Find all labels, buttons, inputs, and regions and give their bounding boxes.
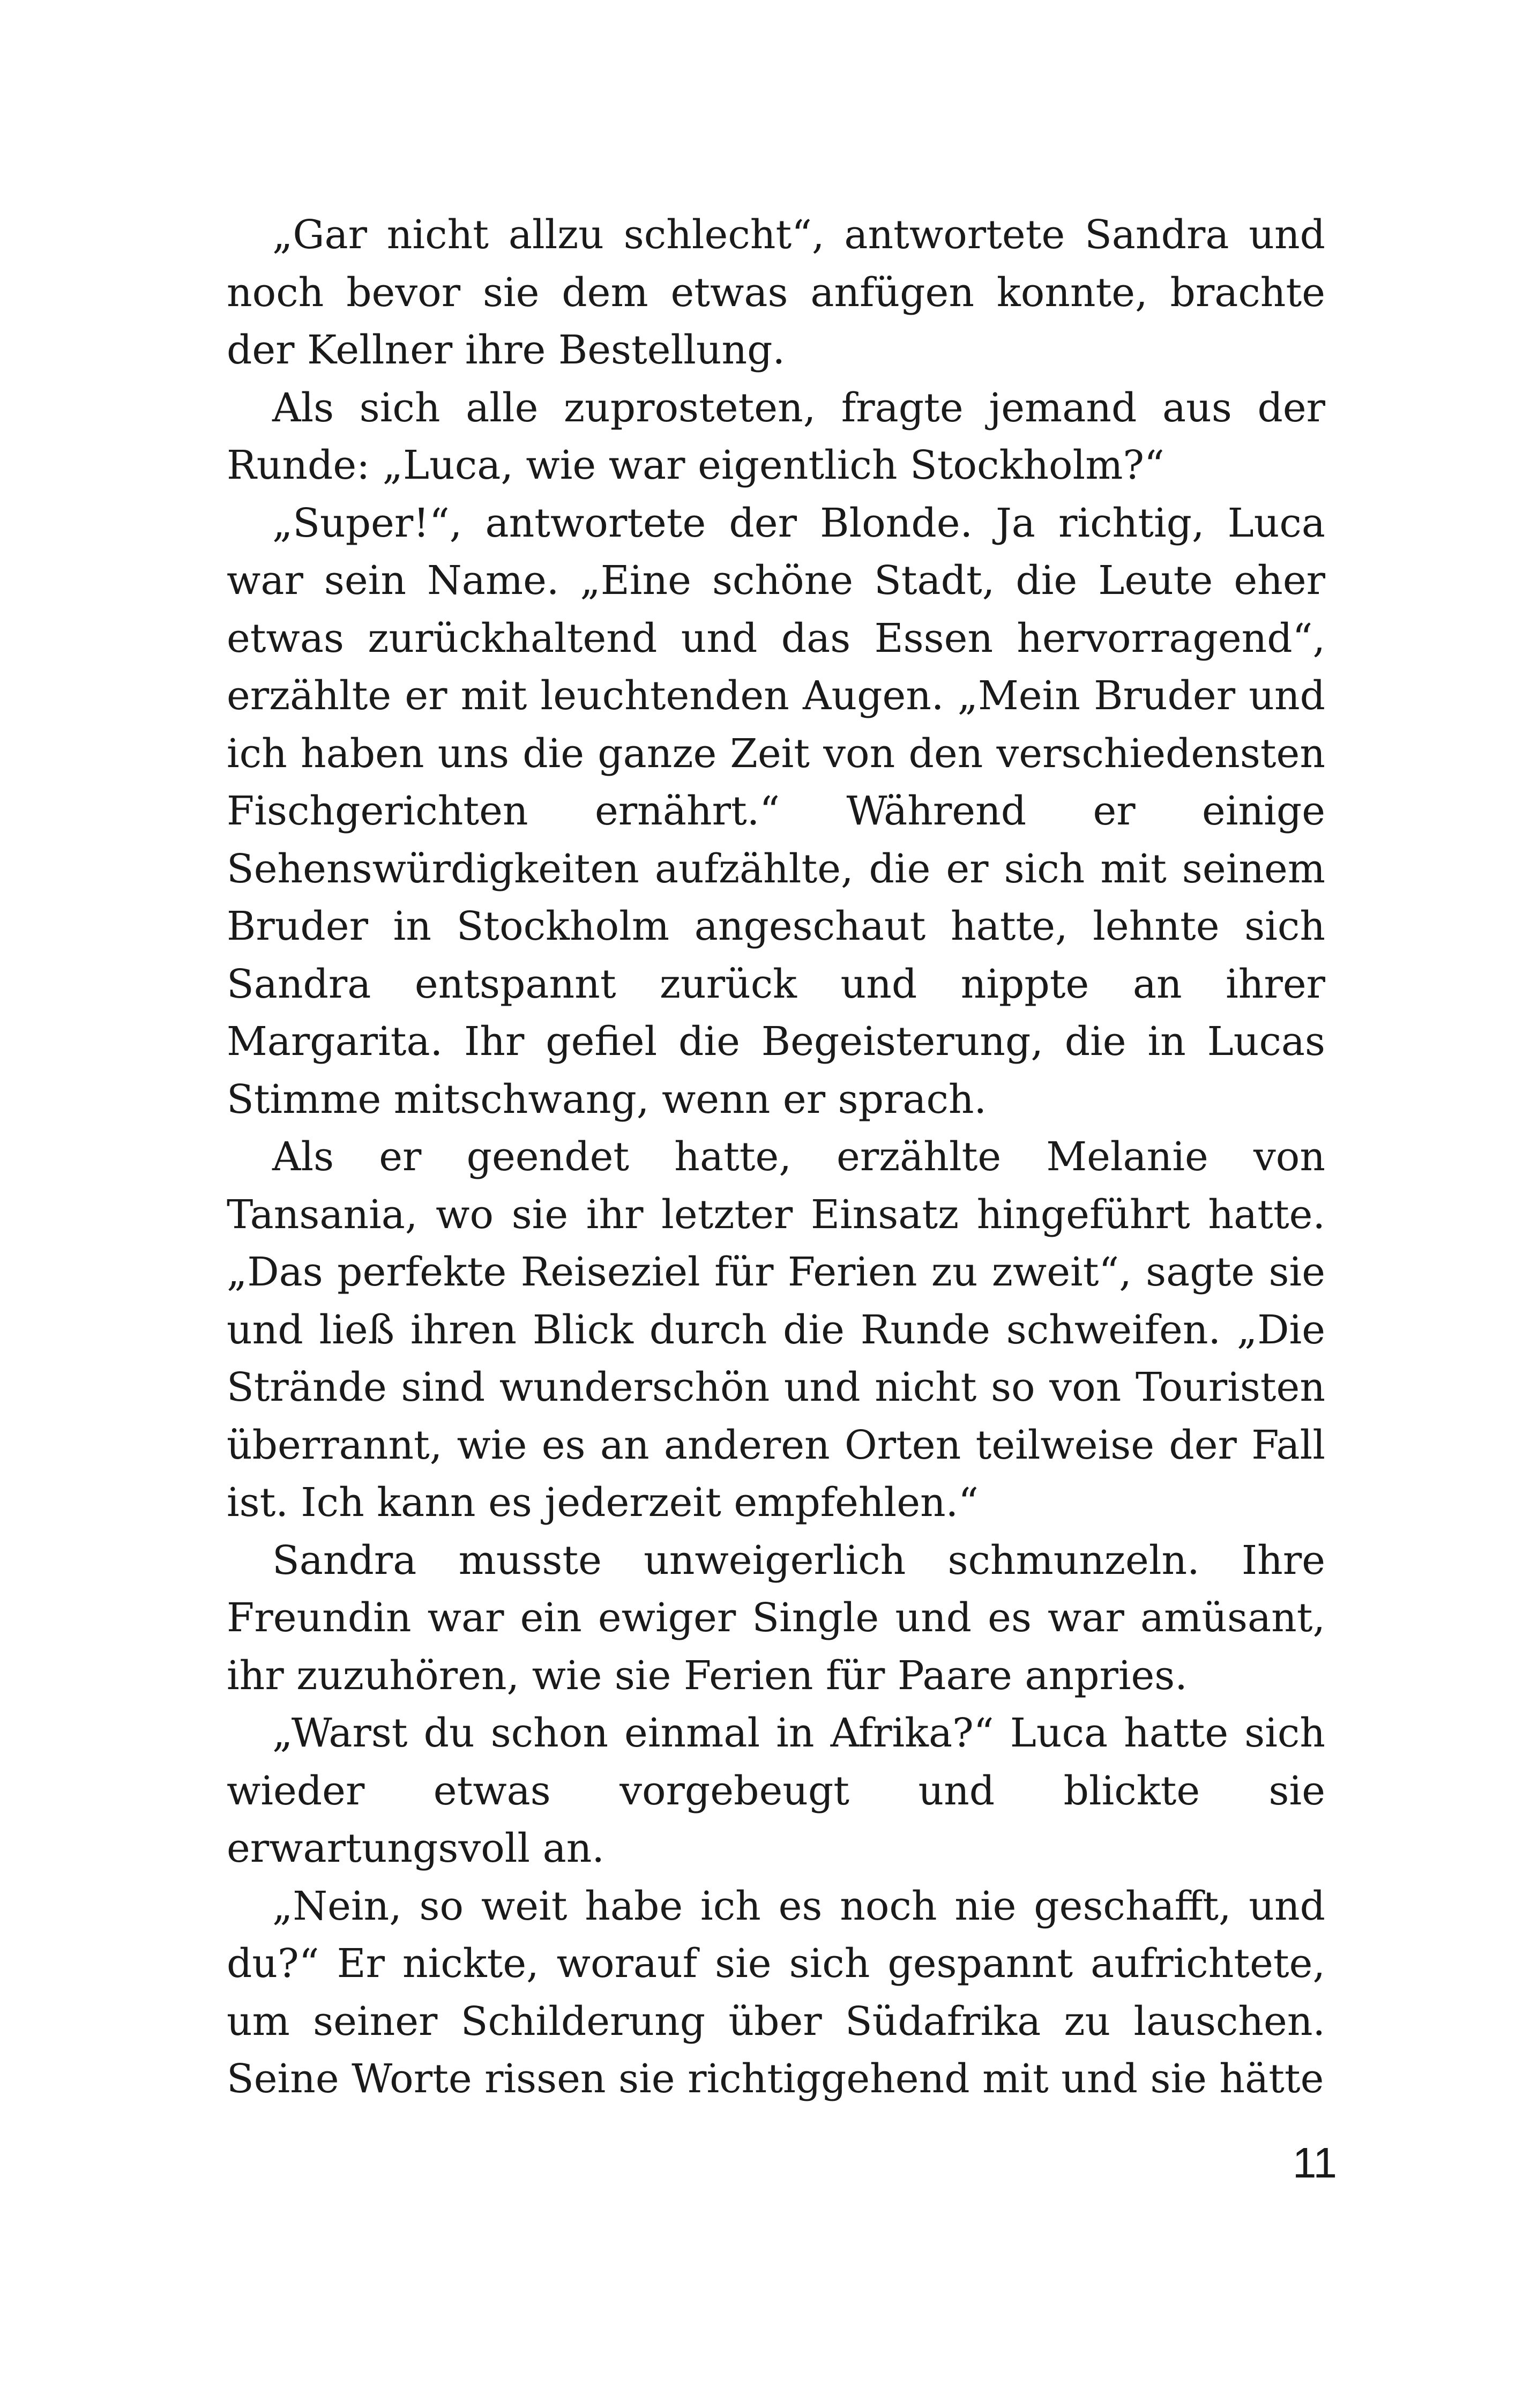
body-text [227,206,1325,2108]
paragraph: „Nein, so weit habe ich es noch nie geschafft, und du?“ Er nickte, worauf sie sich gespannt aufrichtete, um seiner Schilderung über Südafrika zu lauschen. Seine Worte rissen sie richtiggehend mit und sie hätte [227,1883,1325,2102]
paragraph: Als er geendet hatte, erzählte Melanie von Tansania, wo sie ihr letzter Einsatz hingeführt hatte. „Das perfekte Reiseziel für Ferien zu zweit“, sagte sie und ließ ihren Blick durch die Runde schweifen. „Die Strände sind wunderschön und nicht so von Touristen überrannt, wie es an anderen Orten teilweise der Fall ist. Ich kann es jederzeit empfehlen.“ [227,1134,1325,1526]
paragraph: Als sich alle zuprosteten, fragte jemand aus der Runde: „Luca, wie war eigentlich Stockholm?“ [227,384,1325,488]
paragraph: „Warst du schon einmal in Afrika?“ Luca hatte sich wieder etwas vorgebeugt und blickte sie erwartungsvoll an. [227,1710,1325,1871]
paragraph: „Gar nicht allzu schlecht“, antwortete Sandra und noch bevor sie dem etwas anfügen konnte, brachte der Kellner ihre Bestellung. [227,212,1325,373]
paragraph: „Super!“, antwortete der Blonde. Ja richtig, Luca war sein Name. „Eine schöne Stadt, die Leute eher etwas zurückhaltend und das Essen hervorragend“, erzählte er mit leuchtenden Augen. „Mein Bruder und ich haben uns die ganze Zeit von den verschiedensten Fischgerichten ernährt.“ Während er einige Sehenswürdigkeiten aufzählte, die er sich mit seinem Bruder in Stockholm angeschaut hatte, lehnte sich Sandra entspannt zurück und nippte an ihrer Margarita. Ihr gefiel die Begeisterung, die in Lucas Stimme mitschwang, wenn er sprach. [227,500,1325,1123]
paragraph: Sandra musste unweigerlich schmunzeln. Ihre Freundin war ein ewiger Single und es war amüsant, ihr zuzuhören, wie sie Ferien für Paare anpries. [227,1537,1325,1699]
page-number: 11 [1292,2139,1337,2187]
